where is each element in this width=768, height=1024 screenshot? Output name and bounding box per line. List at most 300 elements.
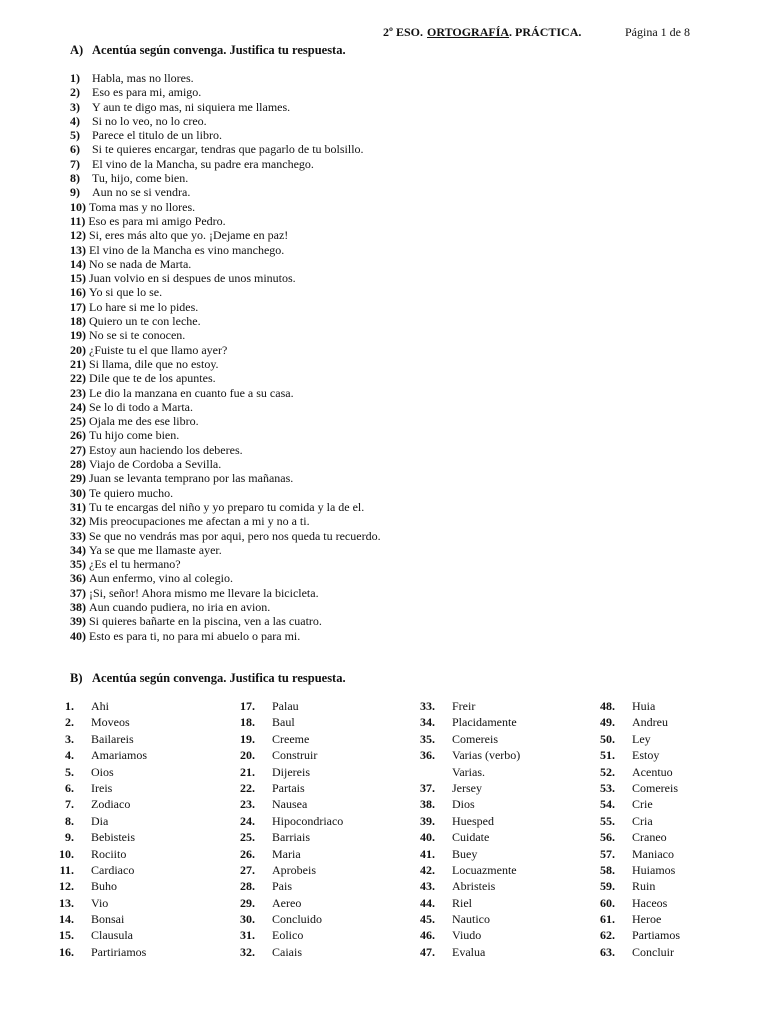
word-item xyxy=(579,895,680,911)
word-text: Moveos xyxy=(91,715,130,730)
word-item xyxy=(38,813,147,829)
word-text: Comereis xyxy=(632,780,678,795)
word-text: Clausula xyxy=(91,928,133,943)
word-text: Huiamos xyxy=(632,862,676,877)
word-number: 55. xyxy=(600,813,615,828)
word-item xyxy=(579,698,680,714)
exercise-number: 11) xyxy=(70,213,86,228)
exercise-item xyxy=(70,414,710,428)
section-a-title: Acentúa según convenga. Justifica tu respuesta. xyxy=(92,43,346,57)
word-number: 51. xyxy=(600,748,615,763)
word-number: 49. xyxy=(600,715,615,730)
word-item xyxy=(38,731,147,747)
word-number: 54. xyxy=(600,797,615,812)
word-item xyxy=(579,731,680,747)
exercise-number: 7) xyxy=(70,156,80,171)
section-b-title: Acentúa según convenga. Justifica tu respuesta. xyxy=(92,671,346,685)
word-number: 21. xyxy=(240,764,255,779)
exercise-number: 3) xyxy=(70,99,80,114)
word-item xyxy=(38,698,147,714)
word-text: Pais xyxy=(272,879,293,894)
exercise-number: 14) xyxy=(70,256,86,271)
word-item xyxy=(579,747,680,763)
exercise-item xyxy=(70,328,710,342)
section-b-heading xyxy=(70,671,346,686)
word-text: Partiriamos xyxy=(91,944,147,959)
word-number: 47. xyxy=(420,944,435,959)
exercise-sentence: ¿Fuiste tu el que llamo ayer? xyxy=(89,342,228,357)
word-number: 52. xyxy=(600,764,615,779)
exercise-number: 16) xyxy=(70,285,86,300)
exercise-sentence: Si quieres bañarte en la piscina, ven a las cuatro. xyxy=(89,614,322,629)
word-text: Locuazmente xyxy=(452,862,517,877)
exercise-item xyxy=(70,400,710,414)
word-text: Jersey xyxy=(452,780,482,795)
word-number: 18. xyxy=(240,715,255,730)
word-text: Bebisteis xyxy=(91,830,135,845)
word-item xyxy=(399,813,520,829)
word-item xyxy=(399,764,520,780)
exercise-number: 17) xyxy=(70,299,86,314)
word-item xyxy=(579,780,680,796)
exercise-item xyxy=(70,486,710,500)
word-item xyxy=(399,714,520,730)
exercise-sentence: El vino de la Mancha es vino manchego. xyxy=(89,242,285,257)
exercise-item xyxy=(70,543,710,557)
word-text: Partiamos xyxy=(632,928,680,943)
word-number: 11. xyxy=(59,862,74,877)
exercise-number: 31) xyxy=(70,499,86,514)
word-number: 24. xyxy=(240,813,255,828)
word-item xyxy=(219,846,343,862)
exercise-number: 24) xyxy=(70,399,86,414)
word-text: Abristeis xyxy=(452,879,496,894)
exercise-sentence: Esto es para ti, no para mi abuelo o para mi. xyxy=(89,628,301,643)
word-number xyxy=(399,764,435,780)
word-number: 33. xyxy=(420,699,435,713)
word-item xyxy=(219,895,343,911)
exercise-number: 1) xyxy=(70,71,80,85)
exercise-number: 30) xyxy=(70,485,86,500)
exercise-sentence: Ojala me des ese libro. xyxy=(89,414,199,429)
exercise-number: 36) xyxy=(70,571,86,586)
exercise-sentence: No se si te conocen. xyxy=(89,328,186,343)
word-text: Huia xyxy=(632,699,656,713)
word-text: Crie xyxy=(632,797,653,812)
word-text: Maria xyxy=(272,846,301,861)
word-item xyxy=(219,878,343,894)
word-item xyxy=(579,846,680,862)
word-item xyxy=(399,878,520,894)
word-number: 6. xyxy=(65,780,74,795)
exercise-item xyxy=(70,285,710,299)
word-item xyxy=(38,878,147,894)
word-item xyxy=(399,796,520,812)
word-number: 28. xyxy=(240,879,255,894)
word-item xyxy=(399,846,520,862)
exercise-item xyxy=(70,443,710,457)
word-number: 29. xyxy=(240,895,255,910)
word-item xyxy=(38,944,147,960)
exercise-number: 34) xyxy=(70,542,86,557)
exercise-item xyxy=(70,157,710,171)
exercise-item xyxy=(70,514,710,528)
word-number: 27. xyxy=(240,862,255,877)
word-number: 14. xyxy=(59,912,74,927)
exercise-number: 39) xyxy=(70,614,86,629)
word-item xyxy=(219,764,343,780)
exercise-number: 2) xyxy=(70,85,80,100)
exercise-sentence: Habla, mas no llores. xyxy=(92,71,194,85)
exercise-number: 25) xyxy=(70,414,86,429)
exercise-number: 15) xyxy=(70,271,86,286)
word-item xyxy=(219,780,343,796)
word-text: Andreu xyxy=(632,715,668,730)
exercise-sentence: Lo hare si me lo pides. xyxy=(89,299,199,314)
exercise-sentence: Te quiero mucho. xyxy=(89,485,174,500)
exercise-item xyxy=(70,271,710,285)
exercise-item xyxy=(70,200,710,214)
word-text: Estoy xyxy=(632,748,660,763)
word-item xyxy=(38,927,147,943)
exercise-sentence: Eso es para mi, amigo. xyxy=(92,85,202,100)
word-text: Dios xyxy=(452,797,475,812)
word-item xyxy=(399,927,520,943)
exercise-number: 9) xyxy=(70,185,80,200)
exercise-number: 20) xyxy=(70,342,86,357)
word-number: 25. xyxy=(240,830,255,845)
word-number: 46. xyxy=(420,928,435,943)
word-item xyxy=(38,846,147,862)
exercise-sentence: ¿Es el tu hermano? xyxy=(89,557,181,572)
exercise-sentence: Yo si que lo se. xyxy=(89,285,163,300)
word-number: 17. xyxy=(240,699,255,713)
word-item xyxy=(38,747,147,763)
word-text: Partais xyxy=(272,780,305,795)
title-main: ORTOGRAFÍA xyxy=(427,25,510,39)
exercise-sentence: Dile que te de los apuntes. xyxy=(89,371,216,386)
word-number: 22. xyxy=(240,780,255,795)
word-text: Palau xyxy=(272,699,299,713)
word-number: 4. xyxy=(65,748,74,763)
exercise-number: 26) xyxy=(70,428,86,443)
word-text: Aereo xyxy=(272,895,302,910)
word-text: Hipocondriaco xyxy=(272,813,344,828)
word-number: 30. xyxy=(240,912,255,927)
word-number: 43. xyxy=(420,879,435,894)
word-text: Zodiaco xyxy=(91,797,131,812)
word-text: Creeme xyxy=(272,731,310,746)
exercise-sentence: Parece el titulo de un libro. xyxy=(92,128,222,143)
exercise-item xyxy=(70,571,710,585)
word-text: Acentuo xyxy=(632,764,673,779)
exercise-number: 40) xyxy=(70,628,86,643)
word-text: Aprobeis xyxy=(272,862,316,877)
word-number: 56. xyxy=(600,830,615,845)
word-text: Huesped xyxy=(452,813,494,828)
word-text: Varias. xyxy=(452,764,485,779)
word-number: 63. xyxy=(600,944,615,959)
word-number: 61. xyxy=(600,912,615,927)
word-number: 45. xyxy=(420,912,435,927)
exercise-number: 18) xyxy=(70,314,86,329)
exercise-number: 19) xyxy=(70,328,86,343)
exercise-sentence: Aun cuando pudiera, no iria en avion. xyxy=(89,599,271,614)
word-text: Cuidate xyxy=(452,830,490,845)
word-item xyxy=(38,895,147,911)
exercise-sentence: Juan volvio en si despues de unos minutos. xyxy=(89,271,296,286)
document-title xyxy=(427,25,581,40)
word-item xyxy=(399,747,520,763)
word-number: 31. xyxy=(240,928,255,943)
exercise-item xyxy=(70,357,710,371)
word-number: 38. xyxy=(420,797,435,812)
page-number: Página 1 de 8 xyxy=(625,25,690,39)
word-text: Dia xyxy=(91,813,109,828)
word-item xyxy=(399,911,520,927)
exercise-sentence: Le dio la manzana en cuanto fue a su casa. xyxy=(89,385,294,400)
word-number: 41. xyxy=(420,846,435,861)
word-number: 7. xyxy=(65,797,74,812)
word-number: 40. xyxy=(420,830,435,845)
section-a-list xyxy=(70,71,710,643)
word-text: Baul xyxy=(272,715,295,730)
word-number: 3. xyxy=(65,731,74,746)
exercise-sentence: Mis preocupaciones me afectan a mi y no a ti. xyxy=(89,514,310,529)
exercise-number: 33) xyxy=(70,528,86,543)
word-number: 5. xyxy=(65,764,74,779)
exercise-item xyxy=(70,300,710,314)
exercise-sentence: Viajo de Cordoba a Sevilla. xyxy=(89,457,222,472)
word-number: 12. xyxy=(59,879,74,894)
exercise-number: 5) xyxy=(70,128,80,143)
exercise-item xyxy=(70,557,710,571)
word-text: Viudo xyxy=(452,928,482,943)
exercise-item xyxy=(70,314,710,328)
section-b-letter: B) xyxy=(70,671,83,685)
exercise-sentence: Estoy aun haciendo los deberes. xyxy=(89,442,243,457)
word-number: 57. xyxy=(600,846,615,861)
exercise-sentence: Tu hijo come bien. xyxy=(89,428,180,443)
exercise-sentence: Eso es para mi amigo Pedro. xyxy=(88,213,226,228)
word-text: Amariamos xyxy=(91,748,147,763)
exercise-sentence: No se nada de Marta. xyxy=(89,256,192,271)
word-item xyxy=(579,813,680,829)
word-item xyxy=(38,780,147,796)
word-item xyxy=(579,927,680,943)
word-text: Craneo xyxy=(632,830,667,845)
exercise-number: 22) xyxy=(70,371,86,386)
word-text: Varias (verbo) xyxy=(452,748,521,763)
word-text: Construir xyxy=(272,748,318,763)
word-item xyxy=(219,911,343,927)
exercise-sentence: Tu, hijo, come bien. xyxy=(92,171,189,186)
word-text: Caiais xyxy=(272,944,302,959)
word-item xyxy=(399,829,520,845)
exercise-sentence: Y aun te digo mas, ni siquiera me llames. xyxy=(92,99,291,114)
word-item xyxy=(399,780,520,796)
word-item xyxy=(219,747,343,763)
word-text: Rociito xyxy=(91,846,127,861)
exercise-item xyxy=(70,529,710,543)
exercise-number: 12) xyxy=(70,228,86,243)
exercise-number: 27) xyxy=(70,442,86,457)
word-text: Riel xyxy=(452,895,472,910)
word-item xyxy=(399,698,520,714)
exercise-number: 8) xyxy=(70,171,80,186)
word-number: 35. xyxy=(420,731,435,746)
exercise-sentence: Ya se que me llamaste ayer. xyxy=(89,542,222,557)
word-number: 62. xyxy=(600,928,615,943)
exercise-number: 23) xyxy=(70,385,86,400)
word-item xyxy=(38,796,147,812)
word-number: 10. xyxy=(59,846,74,861)
word-item xyxy=(579,764,680,780)
word-item xyxy=(38,764,147,780)
word-item xyxy=(579,862,680,878)
word-text: Maniaco xyxy=(632,846,674,861)
exercise-sentence: ¡Si, señor! Ahora mismo me llevare la bicicleta. xyxy=(89,585,319,600)
word-number: 9. xyxy=(65,830,74,845)
word-item xyxy=(399,731,520,747)
word-number: 39. xyxy=(420,813,435,828)
exercise-sentence: Aun enfermo, vino al colegio. xyxy=(89,571,233,586)
exercise-item xyxy=(70,114,710,128)
word-text: Buey xyxy=(452,846,478,861)
word-item xyxy=(38,829,147,845)
exercise-item xyxy=(70,228,710,242)
word-column-4 xyxy=(579,698,680,960)
exercise-item xyxy=(70,142,710,156)
word-text: Buho xyxy=(91,879,118,894)
exercise-sentence: Quiero un te con leche. xyxy=(89,314,201,329)
exercise-item xyxy=(70,428,710,442)
word-number: 48. xyxy=(600,699,615,713)
exercise-sentence: Si, eres más alto que yo. ¡Dejame en paz! xyxy=(89,228,289,243)
word-number: 2. xyxy=(65,715,74,730)
exercise-number: 35) xyxy=(70,557,86,572)
word-item xyxy=(219,944,343,960)
word-text: Vio xyxy=(91,895,109,910)
word-number: 44. xyxy=(420,895,435,910)
word-text: Concluido xyxy=(272,912,322,927)
word-text: Bonsai xyxy=(91,912,125,927)
word-item xyxy=(399,895,520,911)
word-text: Bailareis xyxy=(91,731,134,746)
word-item xyxy=(38,911,147,927)
exercise-sentence: Juan se levanta temprano por las mañanas. xyxy=(89,471,294,486)
word-column-3 xyxy=(399,698,520,960)
word-number: 26. xyxy=(240,846,255,861)
word-item xyxy=(38,714,147,730)
exercise-item xyxy=(70,243,710,257)
word-item xyxy=(579,714,680,730)
word-number: 15. xyxy=(59,928,74,943)
word-item xyxy=(219,813,343,829)
word-text: Ley xyxy=(632,731,651,746)
word-item xyxy=(579,829,680,845)
exercise-item xyxy=(70,128,710,142)
exercise-number: 21) xyxy=(70,356,86,371)
exercise-number: 6) xyxy=(70,142,80,157)
exercise-sentence: Si no lo veo, no lo creo. xyxy=(92,113,207,128)
word-text: Concluir xyxy=(632,944,674,959)
exercise-item xyxy=(70,500,710,514)
exercise-number: 37) xyxy=(70,585,86,600)
exercise-item xyxy=(70,586,710,600)
exercise-number: 13) xyxy=(70,242,86,257)
word-text: Heroe xyxy=(632,912,662,927)
word-text: Oios xyxy=(91,764,114,779)
word-item xyxy=(219,862,343,878)
section-a-heading xyxy=(70,43,346,58)
exercise-item xyxy=(70,171,710,185)
title-rest: . PRÁCTICA. xyxy=(509,25,582,39)
exercise-number: 32) xyxy=(70,514,86,529)
word-number: 36. xyxy=(420,748,435,763)
word-text: Haceos xyxy=(632,895,668,910)
exercise-sentence: Se que no vendrás mas por aqui, pero nos queda tu recuerdo. xyxy=(89,528,381,543)
exercise-sentence: Tu te encargas del niño y yo preparo tu comida y la de el. xyxy=(89,499,365,514)
exercise-item xyxy=(70,100,710,114)
word-column-1 xyxy=(38,698,147,960)
exercise-sentence: Si llama, dile que no estoy. xyxy=(89,356,219,371)
word-item xyxy=(579,878,680,894)
word-number: 37. xyxy=(420,780,435,795)
word-item xyxy=(219,796,343,812)
exercise-number: 28) xyxy=(70,457,86,472)
word-item xyxy=(219,927,343,943)
word-number: 19. xyxy=(240,731,255,746)
exercise-sentence: El vino de la Mancha, su padre era manchego. xyxy=(92,156,314,171)
word-item xyxy=(579,796,680,812)
word-text: Eolico xyxy=(272,928,304,943)
word-number: 20. xyxy=(240,748,255,763)
word-text: Comereis xyxy=(452,731,498,746)
word-item xyxy=(219,698,343,714)
exercise-number: 29) xyxy=(70,471,86,486)
word-number: 42. xyxy=(420,862,435,877)
word-item xyxy=(399,944,520,960)
word-text: Barriais xyxy=(272,830,310,845)
word-item xyxy=(579,944,680,960)
word-number: 13. xyxy=(59,895,74,910)
word-number: 60. xyxy=(600,895,615,910)
word-text: Freir xyxy=(452,699,476,713)
word-number: 58. xyxy=(600,862,615,877)
course-label: 2º ESO. xyxy=(383,25,423,39)
word-number: 16. xyxy=(59,944,74,959)
exercise-item xyxy=(70,257,710,271)
exercise-sentence: Si te quieres encargar, tendras que pagarlo de tu bolsillo. xyxy=(92,142,364,157)
word-column-2 xyxy=(219,698,343,960)
word-text: Dijereis xyxy=(272,764,310,779)
exercise-number: 4) xyxy=(70,113,80,128)
word-number: 8. xyxy=(65,813,74,828)
word-number: 50. xyxy=(600,731,615,746)
exercise-sentence: Toma mas y no llores. xyxy=(89,199,196,214)
exercise-item xyxy=(70,471,710,485)
exercise-item xyxy=(70,185,710,199)
exercise-item xyxy=(70,386,710,400)
word-item xyxy=(219,714,343,730)
word-text: Ruin xyxy=(632,879,656,894)
exercise-item xyxy=(70,85,710,99)
exercise-number: 10) xyxy=(70,199,86,214)
word-number: 53. xyxy=(600,780,615,795)
word-text: Placidamente xyxy=(452,715,517,730)
exercise-item xyxy=(70,457,710,471)
